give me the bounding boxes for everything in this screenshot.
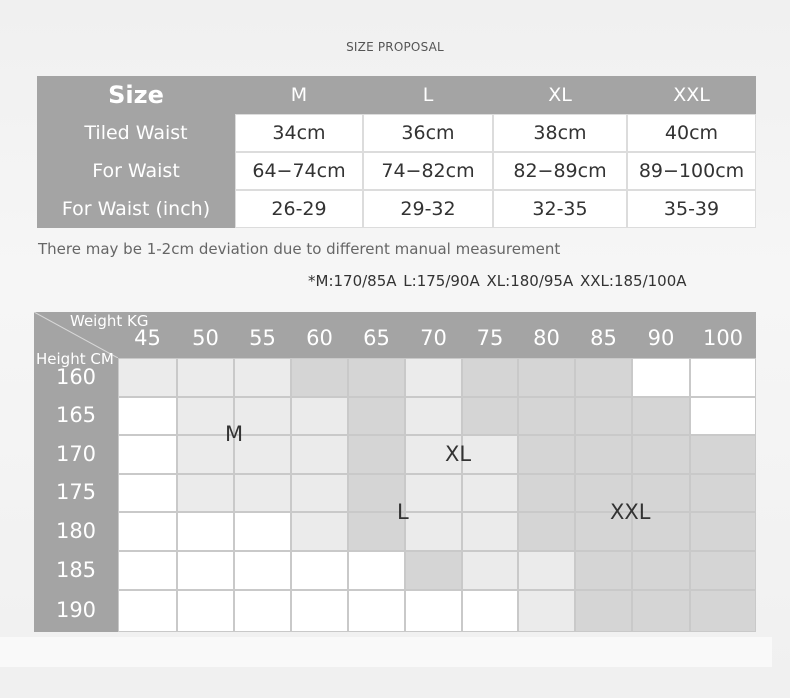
chart-cell bbox=[632, 435, 690, 474]
height-axis-label: Height CM bbox=[36, 350, 114, 368]
measurement-note: There may be 1-2cm deviation due to different manual measurement bbox=[38, 240, 561, 258]
chart-cell bbox=[177, 551, 234, 590]
chart-cell bbox=[118, 435, 177, 474]
weight-tick: 55 bbox=[249, 326, 276, 350]
chart-cell bbox=[462, 590, 518, 632]
chart-cell bbox=[291, 397, 348, 435]
chart-cell bbox=[234, 512, 291, 551]
chart-cell bbox=[575, 435, 632, 474]
chart-cell bbox=[291, 551, 348, 590]
weight-tick: 45 bbox=[134, 326, 161, 350]
height-tick: 160 bbox=[55, 364, 97, 389]
size-table bbox=[37, 76, 756, 228]
weight-tick: 90 bbox=[647, 326, 675, 350]
chart-cell bbox=[291, 590, 348, 632]
size-value: 26-29 bbox=[235, 190, 363, 228]
chart-cell bbox=[405, 358, 462, 397]
row-label: For Waist bbox=[92, 160, 180, 182]
weight-tick: 75 bbox=[476, 326, 504, 350]
weight-tick: 60 bbox=[306, 326, 333, 350]
size-value: 34cm bbox=[235, 114, 363, 152]
chart-cell bbox=[575, 590, 632, 632]
chart-cell bbox=[690, 358, 756, 397]
chart-cell bbox=[348, 551, 405, 590]
weight-tick: 100 bbox=[702, 326, 744, 350]
chart-cell bbox=[177, 358, 234, 397]
size-codes: *M:170/85A L:175/90A XL:180/95A XXL:185/100A bbox=[308, 272, 687, 290]
chart-cell bbox=[690, 474, 756, 512]
chart-cell bbox=[575, 358, 632, 397]
chart-cell bbox=[234, 358, 291, 397]
weight-tick: 70 bbox=[420, 326, 447, 350]
chart-cell bbox=[462, 474, 518, 512]
chart-cell bbox=[118, 474, 177, 512]
size-value: 36cm bbox=[363, 114, 493, 152]
zone-label-xl: XL bbox=[445, 442, 472, 466]
chart-cell bbox=[405, 397, 462, 435]
size-value: 82−89cm bbox=[493, 152, 627, 190]
chart-cell bbox=[234, 590, 291, 632]
chart-cell bbox=[518, 551, 575, 590]
weight-tick: 65 bbox=[363, 326, 390, 350]
row-label: Tiled Waist bbox=[84, 122, 188, 144]
chart-cell bbox=[518, 435, 575, 474]
zone-label-l: L bbox=[397, 500, 409, 524]
chart-cell bbox=[690, 512, 756, 551]
chart-cell bbox=[405, 474, 462, 512]
bottom-strip bbox=[0, 637, 772, 667]
chart-cell bbox=[690, 590, 756, 632]
chart-cell bbox=[690, 435, 756, 474]
zone-label-m: M bbox=[225, 422, 244, 446]
height-tick: 165 bbox=[55, 403, 97, 427]
chart-cell bbox=[462, 358, 518, 397]
chart-cell bbox=[575, 551, 632, 590]
chart-cell bbox=[518, 358, 575, 397]
height-tick: 190 bbox=[55, 598, 97, 622]
chart-cell bbox=[632, 358, 690, 397]
chart-cell bbox=[518, 474, 575, 512]
chart-cell bbox=[118, 397, 177, 435]
chart-cell bbox=[118, 551, 177, 590]
size-header-l: L bbox=[422, 84, 434, 106]
size-header-label: Size bbox=[108, 81, 164, 109]
chart-cell bbox=[348, 397, 405, 435]
chart-cell bbox=[348, 358, 405, 397]
chart-cell bbox=[177, 474, 234, 512]
size-header-xl: XL bbox=[548, 84, 572, 106]
chart-cell bbox=[234, 551, 291, 590]
size-value: 74−82cm bbox=[363, 152, 493, 190]
chart-cell bbox=[348, 435, 405, 474]
chart-cell bbox=[518, 397, 575, 435]
zone-label-xxl: XXL bbox=[610, 500, 651, 524]
height-tick: 180 bbox=[55, 518, 97, 543]
chart-cell bbox=[118, 358, 177, 397]
chart-cell bbox=[462, 397, 518, 435]
chart-cell bbox=[291, 358, 348, 397]
chart-cell bbox=[118, 512, 177, 551]
chart-cell bbox=[462, 551, 518, 590]
chart-cell bbox=[518, 590, 575, 632]
size-value: 29-32 bbox=[363, 190, 493, 228]
chart-cell bbox=[405, 551, 462, 590]
size-header-xxl: XXL bbox=[673, 84, 710, 106]
size-value: 64−74cm bbox=[235, 152, 363, 190]
height-tick: 175 bbox=[55, 480, 97, 504]
chart-cell bbox=[405, 590, 462, 632]
chart-cell bbox=[291, 512, 348, 551]
size-value: 35-39 bbox=[627, 190, 756, 228]
size-value: 40cm bbox=[627, 114, 756, 152]
weight-tick: 85 bbox=[590, 326, 617, 350]
chart-cell bbox=[234, 474, 291, 512]
chart-cell bbox=[632, 590, 690, 632]
size-value: 32-35 bbox=[493, 190, 627, 228]
chart-cell bbox=[118, 590, 177, 632]
chart-cell bbox=[690, 397, 756, 435]
size-value: 89−100cm bbox=[627, 152, 756, 190]
chart-cell bbox=[518, 512, 575, 551]
chart-cell bbox=[632, 551, 690, 590]
height-tick: 185 bbox=[55, 557, 97, 582]
chart-cell bbox=[291, 435, 348, 474]
chart-cell bbox=[177, 590, 234, 632]
chart-cell bbox=[462, 512, 518, 551]
height-tick: 170 bbox=[55, 441, 97, 466]
weight-axis-label: Weight KG bbox=[70, 312, 149, 330]
size-value: 38cm bbox=[493, 114, 627, 152]
weight-tick: 80 bbox=[533, 326, 560, 350]
chart-cell bbox=[632, 397, 690, 435]
chart-cell bbox=[291, 474, 348, 512]
weight-tick: 50 bbox=[192, 326, 219, 350]
height-weight-chart bbox=[34, 312, 756, 632]
page-title: SIZE PROPOSAL bbox=[346, 40, 444, 54]
chart-cell bbox=[177, 512, 234, 551]
chart-cell bbox=[690, 551, 756, 590]
size-header-m: M bbox=[290, 84, 308, 106]
chart-cell bbox=[575, 397, 632, 435]
chart-cell bbox=[405, 512, 462, 551]
row-label: For Waist (inch) bbox=[61, 198, 211, 220]
chart-cell bbox=[348, 590, 405, 632]
